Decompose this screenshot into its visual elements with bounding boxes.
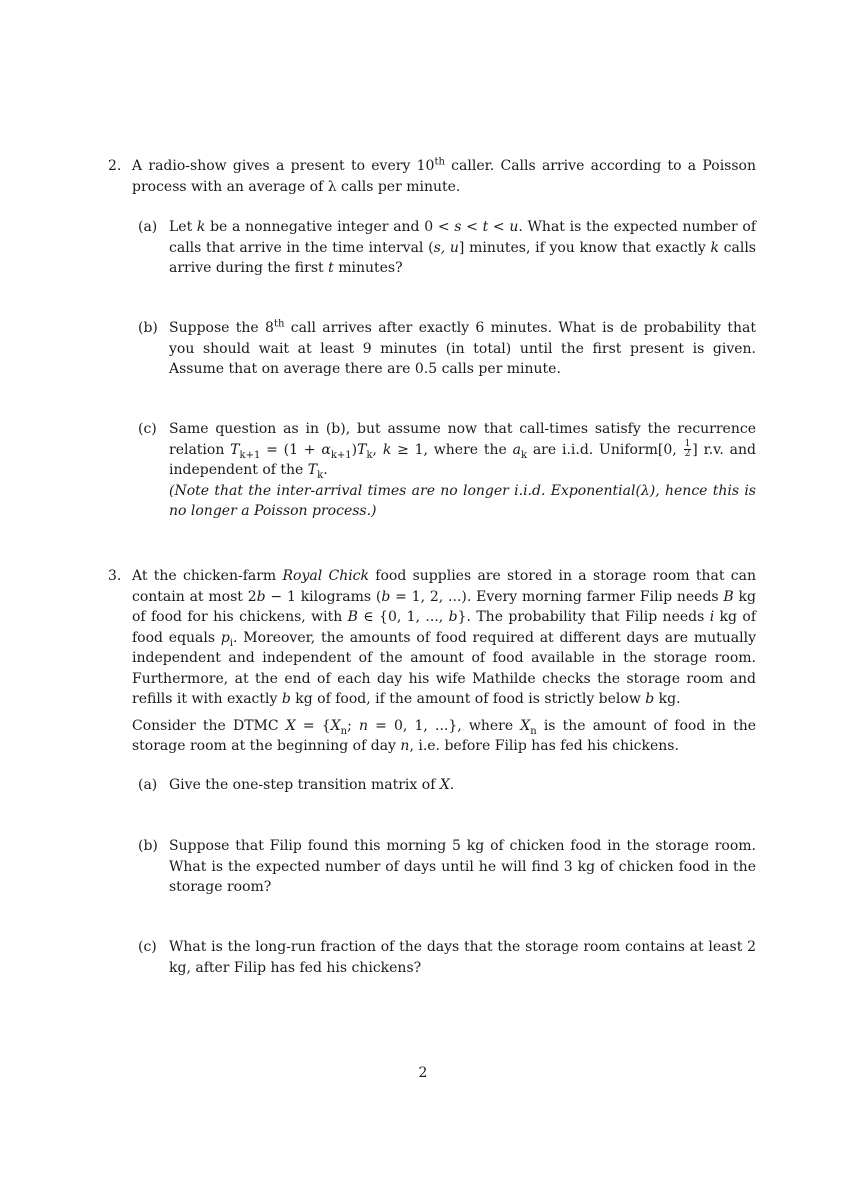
subquestion-text: Suppose that Filip found this morning 5 kg of chicken food in the storage room. What is the expected number of days until he will find 3 kg of chicken food in the storage room? — [169, 838, 756, 895]
subquestion-label: (b) — [138, 838, 158, 854]
subquestion-label: (a) — [138, 777, 158, 793]
subquestion-text: Suppose the 8th call arrives after exactly 6 minutes. What is de probability that you should wait at least 9 minutes (in total) until the first present is given. Assume that on average there are 0.5 calls per minute. — [169, 318, 756, 377]
note: (Note that the inter-arrival times are no longer i.i.d. Exponential(λ), hence this is no longer a Poisson process.) — [169, 482, 756, 519]
page-number: 2 — [418, 1065, 428, 1081]
subquestion-label: (c) — [138, 939, 157, 955]
text: A radio-show gives a present to every 10 — [132, 158, 435, 174]
subquestion-label: (c) — [138, 421, 157, 437]
problem-2c — [138, 419, 756, 522]
problem-3a — [138, 775, 756, 796]
subquestion-text: Let k be a nonnegative integer and 0 < s < t < u. What is the expected number of calls that arrive in the time interval (s, u] minutes, if you know that exactly k calls arrive during the first t minutes? — [169, 219, 756, 276]
problem-3b — [138, 836, 756, 898]
fraction: $\frac{1}{2}$ — [684, 439, 691, 459]
problem-number: 2. — [108, 158, 122, 174]
subquestion-label: (a) — [138, 219, 158, 235]
subquestion-text: What is the long-run fraction of the days that the storage room contains at least 2 kg, after Filip has fed his chickens? — [169, 939, 756, 976]
paragraph: At the chicken-farm Royal Chick food supplies are stored in a storage room that can contain at most 2b − 1 kilograms (b = 1, 2, ...). Every morning farmer Filip needs B kg of food for his chickens, with B ∈ {0, 1, ..., b}. The probability that Filip needs i kg of food equals $p_i$. Moreover, the amounts of food required at different days are mutually independent and independent of the amount of food available in the storage room. Furthermore, at the end of each day his wife Mathilde checks the storage room and refills it with exactly b kg of food, if the amount of food is strictly below b kg. — [132, 568, 756, 707]
problem-3-body — [132, 566, 756, 757]
paragraph: Consider the DTMC $X = \{X_n$; n = 0, 1, ...}, where $X_n$ is the amount of food in the storage room at the beginning of day n, i.e. before Filip has fed his chickens. — [132, 717, 757, 754]
text: caller. Calls arrive according to a Poisson process with an average of λ calls per minute. — [132, 158, 756, 195]
problem-2 — [108, 156, 756, 197]
subquestion-text: Give the one-step transition matrix of X. — [169, 777, 455, 793]
problem-2a — [138, 217, 756, 279]
subquestion-label: (b) — [138, 320, 158, 336]
subquestion-text: Same question as in (b), but assume now that call-times satisfy the recurrence relation $T_{k+1} = (1 + \alpha_{k+1})T_k$, k ≥ 1, where the $a_k$ are i.i.d. Uniform[0, $\frac{1}{2}$ ] r.v. and independent of the $T_k$. (Note that the inter-arrival times are no longer i.i.d. Exponential(λ), hence this is no longer a Poisson process.) — [169, 419, 756, 522]
problem-3 — [108, 566, 756, 757]
problem-number: 3. — [108, 568, 122, 584]
problem-2b — [138, 318, 756, 380]
superscript: th — [434, 156, 445, 168]
problem-3c — [138, 937, 756, 978]
problem-2-intro — [132, 156, 756, 197]
